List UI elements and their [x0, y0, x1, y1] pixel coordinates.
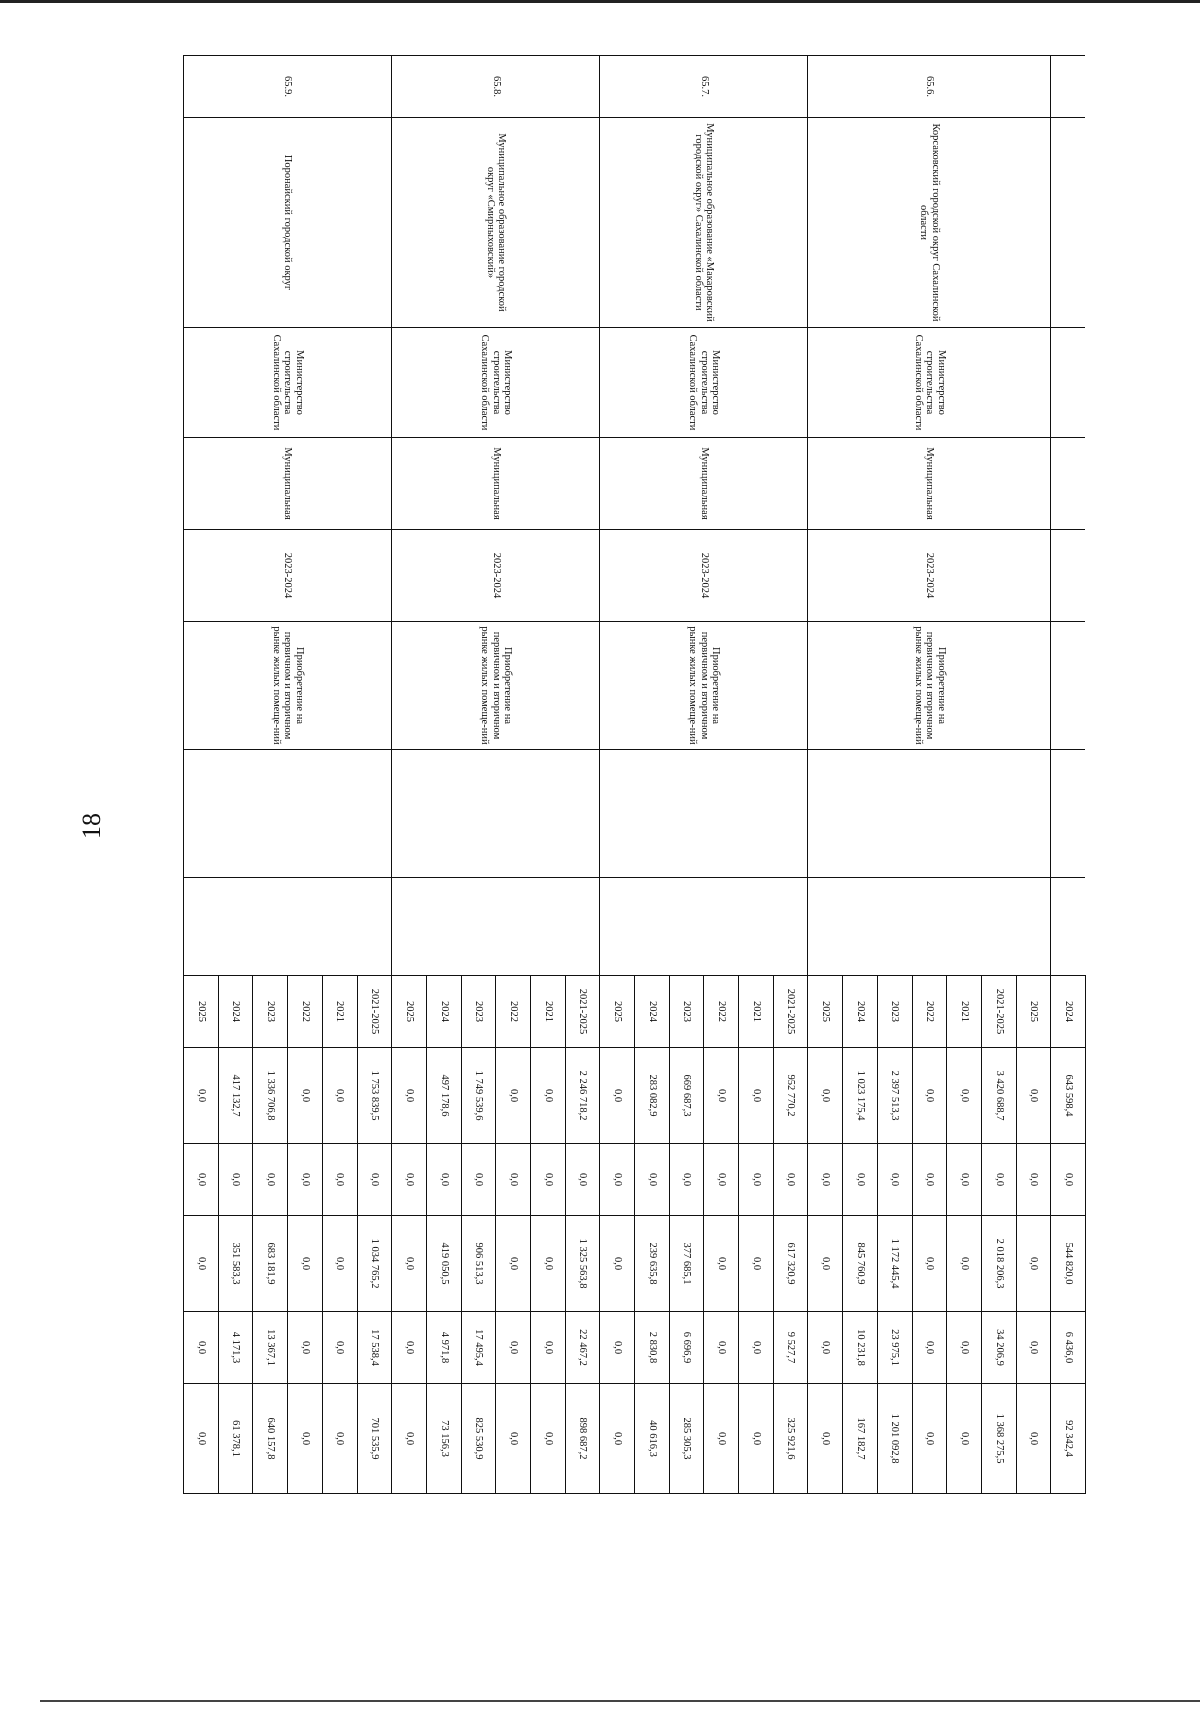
purpose: Приобретение на первичном и вторичном рынке жилых помеще-ний — [392, 622, 600, 750]
bottom-rule — [40, 1700, 1200, 1702]
value-cell: 0,0 — [531, 1048, 566, 1144]
value-cell: 0,0 — [773, 1144, 808, 1216]
item-number: 65.8. — [392, 56, 600, 118]
value-cell: 640 157,8 — [253, 1384, 288, 1494]
value-cell: 239 635,8 — [635, 1216, 670, 1312]
budget-table — [183, 55, 1086, 1494]
ministry-name: Министерство строительства Сахалинской области — [808, 328, 1051, 438]
value-cell: 1 753 839,5 — [357, 1048, 392, 1144]
year-cell: 2022 — [496, 976, 531, 1048]
value-cell: 0,0 — [947, 1144, 982, 1216]
purpose: Приобретение на первичном и вторичном рынке жилых помеще-ний — [808, 622, 1051, 750]
value-cell: 2 397 513,3 — [877, 1048, 912, 1144]
value-cell: 3 420 688,7 — [981, 1048, 1016, 1144]
value-cell: 17 495,4 — [461, 1312, 496, 1384]
value-cell: 34 206,9 — [981, 1312, 1016, 1384]
period: 2023-2024 — [600, 530, 808, 622]
ministry-name: Министерство строительства Сахалинской области — [184, 328, 392, 438]
year-cell: 2021 — [531, 976, 566, 1048]
blank-cell — [1051, 878, 1086, 976]
value-cell: 40 616,3 — [635, 1384, 670, 1494]
value-cell: 0,0 — [392, 1144, 427, 1216]
organization-name: Поронайский городской округ — [184, 118, 392, 328]
year-cell: 2021-2025 — [357, 976, 392, 1048]
value-cell: 1 325 563,8 — [565, 1216, 600, 1312]
table-row — [565, 56, 600, 1494]
year-cell: 2023 — [877, 976, 912, 1048]
value-cell: 1 201 092,8 — [877, 1384, 912, 1494]
year-cell: 2025 — [184, 976, 219, 1048]
year-cell: 2021 — [947, 976, 982, 1048]
value-cell: 0,0 — [288, 1048, 323, 1144]
item-number: 65.9. — [184, 56, 392, 118]
empty-column — [808, 750, 1051, 878]
value-cell: 0,0 — [704, 1144, 739, 1216]
value-cell: 952 770,2 — [773, 1048, 808, 1144]
ownership-type: Муниципальная — [600, 438, 808, 530]
empty-column — [184, 750, 392, 878]
table-row — [1051, 56, 1086, 1494]
year-cell: 2024 — [843, 976, 878, 1048]
organization-name: Муниципальное образование «Макаровский городской округ» Сахалинской области — [600, 118, 808, 328]
empty-column — [600, 878, 808, 976]
year-cell: 2024 — [426, 976, 461, 1048]
value-cell: 0,0 — [322, 1312, 357, 1384]
empty-column — [600, 750, 808, 878]
item-number: 65.7. — [600, 56, 808, 118]
value-cell: 0,0 — [947, 1048, 982, 1144]
value-cell: 417 132,7 — [218, 1048, 253, 1144]
table-wrapper — [183, 55, 1086, 1464]
table-row — [357, 56, 392, 1494]
blank-cell — [1051, 750, 1086, 878]
blank-cell — [1051, 56, 1086, 118]
value-cell: 0,0 — [392, 1216, 427, 1312]
value-cell: 0,0 — [600, 1384, 635, 1494]
year-cell: 2021-2025 — [773, 976, 808, 1048]
table-row — [773, 56, 808, 1494]
value-cell: 0,0 — [600, 1048, 635, 1144]
value-cell: 0,0 — [877, 1144, 912, 1216]
item-number: 65.6. — [808, 56, 1051, 118]
year-cell: 2023 — [669, 976, 704, 1048]
value-cell: 0,0 — [600, 1312, 635, 1384]
value-cell: 377 685,1 — [669, 1216, 704, 1312]
period: 2023-2024 — [392, 530, 600, 622]
value-cell: 0,0 — [218, 1144, 253, 1216]
value-cell: 0,0 — [496, 1048, 531, 1144]
value-cell: 0,0 — [496, 1312, 531, 1384]
value-cell: 0,0 — [1016, 1216, 1051, 1312]
value-cell: 683 181,9 — [253, 1216, 288, 1312]
value-cell: 0,0 — [669, 1144, 704, 1216]
value-cell: 0,0 — [322, 1048, 357, 1144]
value-cell: 0,0 — [288, 1144, 323, 1216]
value-cell: 0,0 — [739, 1144, 774, 1216]
value-cell: 6 696,9 — [669, 1312, 704, 1384]
organization-name: Корсаковский городской округ Сахалинской области — [808, 118, 1051, 328]
value-cell: 0,0 — [808, 1384, 843, 1494]
year-cell: 2022 — [912, 976, 947, 1048]
ownership-type: Муниципальная — [392, 438, 600, 530]
table-body — [184, 56, 1086, 1494]
year-cell: 2021-2025 — [565, 976, 600, 1048]
value-cell: 0,0 — [184, 1048, 219, 1144]
value-cell: 0,0 — [704, 1048, 739, 1144]
value-cell: 0,0 — [1016, 1144, 1051, 1216]
value-cell: 0,0 — [600, 1216, 635, 1312]
value-cell: 285 305,3 — [669, 1384, 704, 1494]
value-cell: 0,0 — [635, 1144, 670, 1216]
value-cell: 0,0 — [357, 1144, 392, 1216]
value-cell: 0,0 — [1016, 1048, 1051, 1144]
empty-column — [808, 878, 1051, 976]
year-cell: 2023 — [253, 976, 288, 1048]
value-cell: 9 527,7 — [773, 1312, 808, 1384]
empty-column — [184, 878, 392, 976]
empty-column — [392, 750, 600, 878]
year-cell: 2025 — [1016, 976, 1051, 1048]
empty-column — [392, 878, 600, 976]
value-cell: 0,0 — [288, 1216, 323, 1312]
year-cell: 2022 — [288, 976, 323, 1048]
page-number: 18 — [77, 813, 106, 839]
value-cell: 0,0 — [426, 1144, 461, 1216]
value-cell: 643 598,4 — [1051, 1048, 1086, 1144]
value-cell: 845 760,9 — [843, 1216, 878, 1312]
year-cell: 2021 — [739, 976, 774, 1048]
value-cell: 0,0 — [600, 1144, 635, 1216]
value-cell: 0,0 — [739, 1048, 774, 1144]
value-cell: 0,0 — [1016, 1312, 1051, 1384]
value-cell: 0,0 — [322, 1384, 357, 1494]
value-cell: 2 246 718,2 — [565, 1048, 600, 1144]
value-cell: 0,0 — [392, 1048, 427, 1144]
value-cell: 1 336 706,8 — [253, 1048, 288, 1144]
value-cell: 0,0 — [912, 1144, 947, 1216]
value-cell: 0,0 — [912, 1216, 947, 1312]
value-cell: 92 342,4 — [1051, 1384, 1086, 1494]
value-cell: 1 172 445,4 — [877, 1216, 912, 1312]
value-cell: 13 367,1 — [253, 1312, 288, 1384]
value-cell: 544 820,0 — [1051, 1216, 1086, 1312]
value-cell: 0,0 — [184, 1216, 219, 1312]
table-row — [1016, 56, 1051, 1494]
value-cell: 23 975,1 — [877, 1312, 912, 1384]
value-cell: 0,0 — [461, 1144, 496, 1216]
value-cell: 0,0 — [912, 1384, 947, 1494]
value-cell: 0,0 — [739, 1216, 774, 1312]
ministry-name: Министерство строительства Сахалинской области — [392, 328, 600, 438]
value-cell: 325 921,6 — [773, 1384, 808, 1494]
value-cell: 497 178,6 — [426, 1048, 461, 1144]
year-cell: 2024 — [1051, 976, 1086, 1048]
value-cell: 0,0 — [531, 1312, 566, 1384]
value-cell: 0,0 — [1016, 1384, 1051, 1494]
blank-cell — [1051, 530, 1086, 622]
value-cell: 0,0 — [981, 1144, 1016, 1216]
value-cell: 0,0 — [531, 1216, 566, 1312]
value-cell: 898 687,2 — [565, 1384, 600, 1494]
value-cell: 2 830,8 — [635, 1312, 670, 1384]
year-cell: 2024 — [635, 976, 670, 1048]
value-cell: 2 018 206,3 — [981, 1216, 1016, 1312]
value-cell: 0,0 — [496, 1144, 531, 1216]
blank-cell — [1051, 118, 1086, 328]
value-cell: 0,0 — [322, 1144, 357, 1216]
year-cell: 2023 — [461, 976, 496, 1048]
value-cell: 351 583,3 — [218, 1216, 253, 1312]
value-cell: 0,0 — [253, 1144, 288, 1216]
period: 2023-2024 — [184, 530, 392, 622]
value-cell: 0,0 — [947, 1384, 982, 1494]
value-cell: 6 436,0 — [1051, 1312, 1086, 1384]
blank-cell — [1051, 622, 1086, 750]
year-cell: 2025 — [600, 976, 635, 1048]
value-cell: 0,0 — [808, 1048, 843, 1144]
value-cell: 0,0 — [704, 1216, 739, 1312]
value-cell: 10 231,8 — [843, 1312, 878, 1384]
value-cell: 0,0 — [947, 1216, 982, 1312]
value-cell: 0,0 — [531, 1144, 566, 1216]
year-cell: 2025 — [392, 976, 427, 1048]
value-cell: 419 050,5 — [426, 1216, 461, 1312]
ministry-name: Министерство строительства Сахалинской области — [600, 328, 808, 438]
blank-cell — [1051, 328, 1086, 438]
year-cell: 2024 — [218, 976, 253, 1048]
value-cell: 0,0 — [808, 1216, 843, 1312]
value-cell: 0,0 — [184, 1312, 219, 1384]
value-cell: 0,0 — [184, 1384, 219, 1494]
value-cell: 0,0 — [1051, 1144, 1086, 1216]
year-cell: 2025 — [808, 976, 843, 1048]
value-cell: 4 171,3 — [218, 1312, 253, 1384]
year-cell: 2021-2025 — [981, 976, 1016, 1048]
value-cell: 167 182,7 — [843, 1384, 878, 1494]
value-cell: 0,0 — [808, 1144, 843, 1216]
value-cell: 0,0 — [565, 1144, 600, 1216]
value-cell: 283 082,9 — [635, 1048, 670, 1144]
value-cell: 0,0 — [288, 1312, 323, 1384]
value-cell: 0,0 — [392, 1384, 427, 1494]
purpose: Приобретение на первичном и вторичном рынке жилых помеще-ний — [600, 622, 808, 750]
period: 2023-2024 — [808, 530, 1051, 622]
value-cell: 22 467,2 — [565, 1312, 600, 1384]
value-cell: 701 535,9 — [357, 1384, 392, 1494]
value-cell: 0,0 — [322, 1216, 357, 1312]
blank-cell — [1051, 438, 1086, 530]
value-cell: 0,0 — [739, 1384, 774, 1494]
value-cell: 1 034 765,2 — [357, 1216, 392, 1312]
organization-name: Муниципальное образование городской округ «Смирныховский» — [392, 118, 600, 328]
value-cell: 17 538,4 — [357, 1312, 392, 1384]
value-cell: 1 749 539,6 — [461, 1048, 496, 1144]
value-cell: 617 320,9 — [773, 1216, 808, 1312]
value-cell: 825 530,9 — [461, 1384, 496, 1494]
top-rule — [0, 0, 1200, 3]
value-cell: 669 687,3 — [669, 1048, 704, 1144]
value-cell: 0,0 — [184, 1144, 219, 1216]
value-cell: 0,0 — [496, 1384, 531, 1494]
ownership-type: Муниципальная — [808, 438, 1051, 530]
value-cell: 0,0 — [947, 1312, 982, 1384]
value-cell: 1 368 275,5 — [981, 1384, 1016, 1494]
value-cell: 4 971,8 — [426, 1312, 461, 1384]
value-cell: 0,0 — [704, 1312, 739, 1384]
value-cell: 0,0 — [912, 1048, 947, 1144]
ownership-type: Муниципальная — [184, 438, 392, 530]
purpose: Приобретение на первичном и вторичном рынке жилых помеще-ний — [184, 622, 392, 750]
value-cell: 61 378,1 — [218, 1384, 253, 1494]
value-cell: 0,0 — [912, 1312, 947, 1384]
value-cell: 1 023 175,4 — [843, 1048, 878, 1144]
value-cell: 0,0 — [739, 1312, 774, 1384]
value-cell: 0,0 — [288, 1384, 323, 1494]
value-cell: 906 513,3 — [461, 1216, 496, 1312]
value-cell: 0,0 — [808, 1312, 843, 1384]
value-cell: 0,0 — [843, 1144, 878, 1216]
value-cell: 0,0 — [531, 1384, 566, 1494]
year-cell: 2021 — [322, 976, 357, 1048]
year-cell: 2022 — [704, 976, 739, 1048]
value-cell: 0,0 — [496, 1216, 531, 1312]
value-cell: 73 156,3 — [426, 1384, 461, 1494]
value-cell: 0,0 — [392, 1312, 427, 1384]
value-cell: 0,0 — [704, 1384, 739, 1494]
